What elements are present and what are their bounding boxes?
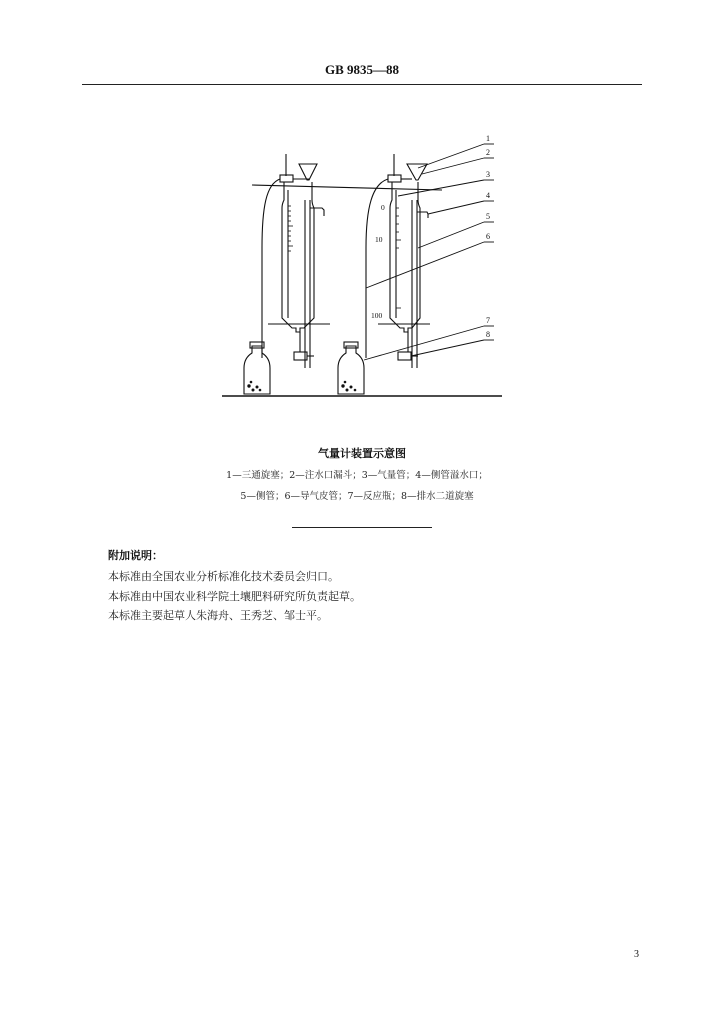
page-header-title: GB 9835—88 <box>324 62 400 77</box>
callout-label-1: 1 <box>486 134 490 143</box>
header-rule <box>82 84 642 85</box>
callout-label-5: 5 <box>486 212 490 221</box>
callout-label-8: 8 <box>486 330 490 339</box>
scale-label-10: 10 <box>375 235 383 244</box>
callout-label-3: 3 <box>486 170 490 179</box>
figure-caption-title: 气量计装置示意图 <box>318 447 406 460</box>
callout-label-6: 6 <box>486 232 490 241</box>
note-item: 本标准由全国农业分析标准化技术委员会归口。 <box>108 570 339 583</box>
callout-label-2: 2 <box>486 148 490 157</box>
figure-legend-line-1: 1—三通旋塞；2—注水口漏斗；3—气量管；4—侧管溢水口； <box>226 470 488 481</box>
scale-label-100: 100 <box>371 311 383 320</box>
page-number: 3 <box>634 949 639 960</box>
notes-heading: 附加说明： <box>108 549 163 562</box>
gas-meter-apparatus-figure <box>222 128 504 400</box>
note-item: 本标准主要起草人朱海舟、王秀芝、邹士平。 <box>108 609 328 622</box>
callout-label-7: 7 <box>486 316 490 325</box>
figure-legend-line-2: 5—侧管；6—导气皮管；7—反应瓶；8—排水二道旋塞 <box>240 491 474 502</box>
callout-label-4: 4 <box>486 191 490 200</box>
note-item: 本标准由中国农业科学院土壤肥料研究所负责起草。 <box>108 590 361 603</box>
section-separator <box>292 527 432 528</box>
scale-label-0: 0 <box>381 203 385 212</box>
